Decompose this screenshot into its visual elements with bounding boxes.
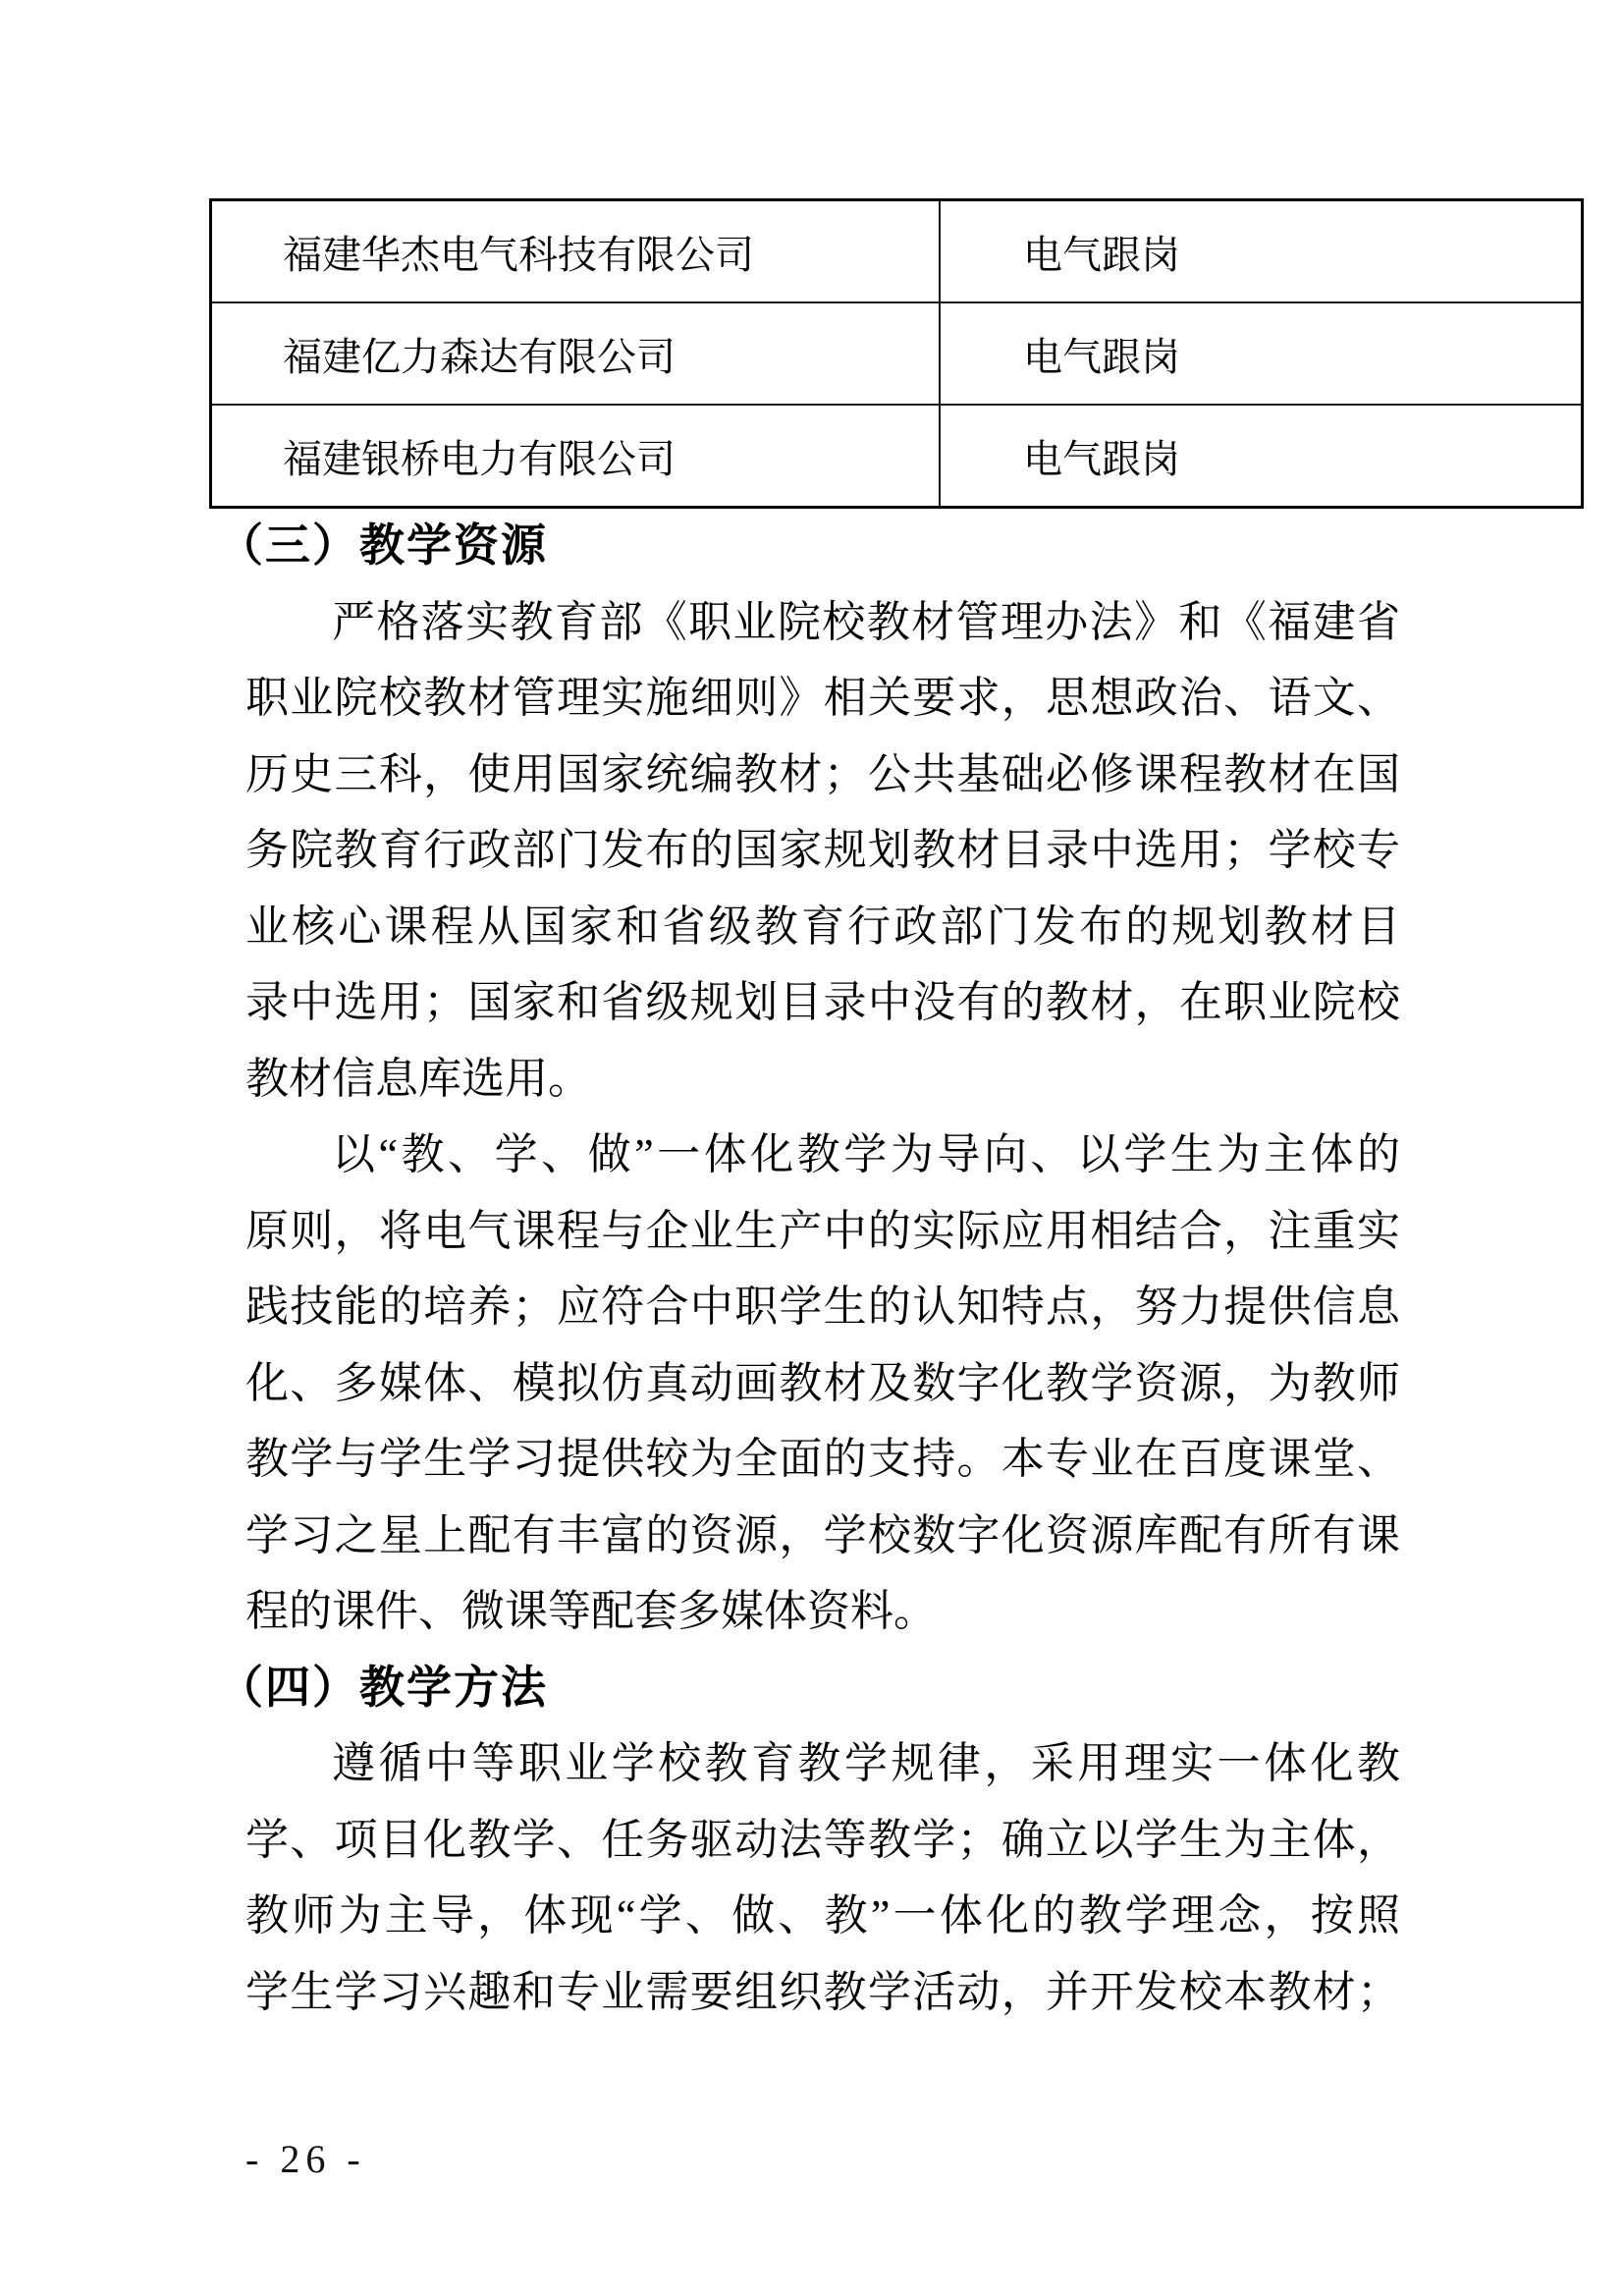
body-line: 学生学习兴趣和专业需要组织教学活动，并开发校本教材； <box>245 1967 1400 2016</box>
body-line: 历史三科，使用国家统编教材；公共基础必修课程教材在国 <box>245 749 1400 798</box>
section-heading-teaching-methods: （四）教学方法 <box>218 1662 548 1713</box>
paragraph <box>245 1117 1400 1650</box>
body-line: 职业院校教材管理实施细则》相关要求，思想政治、语文、 <box>245 674 1400 722</box>
body-line: 学习之星上配有丰富的资源，学校数字化资源库配有所有课 <box>245 1510 1400 1559</box>
body-line: 录中选用；国家和省级规划目录中没有的教材，在职业院校 <box>245 978 1400 1026</box>
company-cell: 福建华杰电气科技有限公司 <box>211 200 941 303</box>
intern-table <box>209 198 1584 509</box>
body-line: 原则，将电气课程与企业生产中的实际应用相结合，注重实 <box>245 1206 1400 1255</box>
body-line: 遵循中等职业学校教育教学规律，采用理实一体化教 <box>332 1739 1400 1787</box>
table-row <box>211 405 1583 508</box>
page-number: - 26 - <box>245 2137 366 2181</box>
body-line: 务院教育行政部门发布的国家规划教材目录中选用；学校专 <box>245 826 1400 874</box>
section-heading-teaching-resources: （三）教学资源 <box>218 520 548 571</box>
intern-type-cell: 电气跟岗 <box>940 200 1583 303</box>
table-row <box>211 200 1583 303</box>
body-line: 学、项目化教学、任务驱动法等教学；确立以学生为主体， <box>245 1815 1400 1864</box>
body-line: 业核心课程从国家和省级教育行政部门发布的规划教材目 <box>245 902 1400 951</box>
body-line: 严格落实教育部《职业院校教材管理办法》和《福建省 <box>332 597 1400 646</box>
body-line: 程的课件、微课等配套多媒体资料。 <box>245 1587 937 1635</box>
paragraph <box>245 1725 1400 2030</box>
body-line: 践技能的培养；应符合中职学生的认知特点，努力提供信息 <box>245 1283 1400 1331</box>
company-cell: 福建银桥电力有限公司 <box>211 405 941 508</box>
table-row <box>211 302 1583 405</box>
company-cell: 福建亿力森达有限公司 <box>211 302 941 405</box>
paragraph <box>245 584 1400 1118</box>
intern-type-cell: 电气跟岗 <box>940 405 1583 508</box>
body-line: 教材信息库选用。 <box>245 1054 591 1103</box>
intern-type-cell: 电气跟岗 <box>940 302 1583 405</box>
body-line: 教师为主导，体现“学、做、教”一体化的教学理念，按照 <box>245 1891 1400 1940</box>
body-line: 化、多媒体、模拟仿真动画教材及数字化教学资源，为教师 <box>245 1358 1400 1407</box>
body-line: 教学与学生学习提供较为全面的支持。本专业在百度课堂、 <box>245 1435 1400 1483</box>
document-body <box>218 508 1400 2030</box>
body-line: 以“教、学、做”一体化教学为导向、以学生为主体的 <box>332 1130 1400 1178</box>
